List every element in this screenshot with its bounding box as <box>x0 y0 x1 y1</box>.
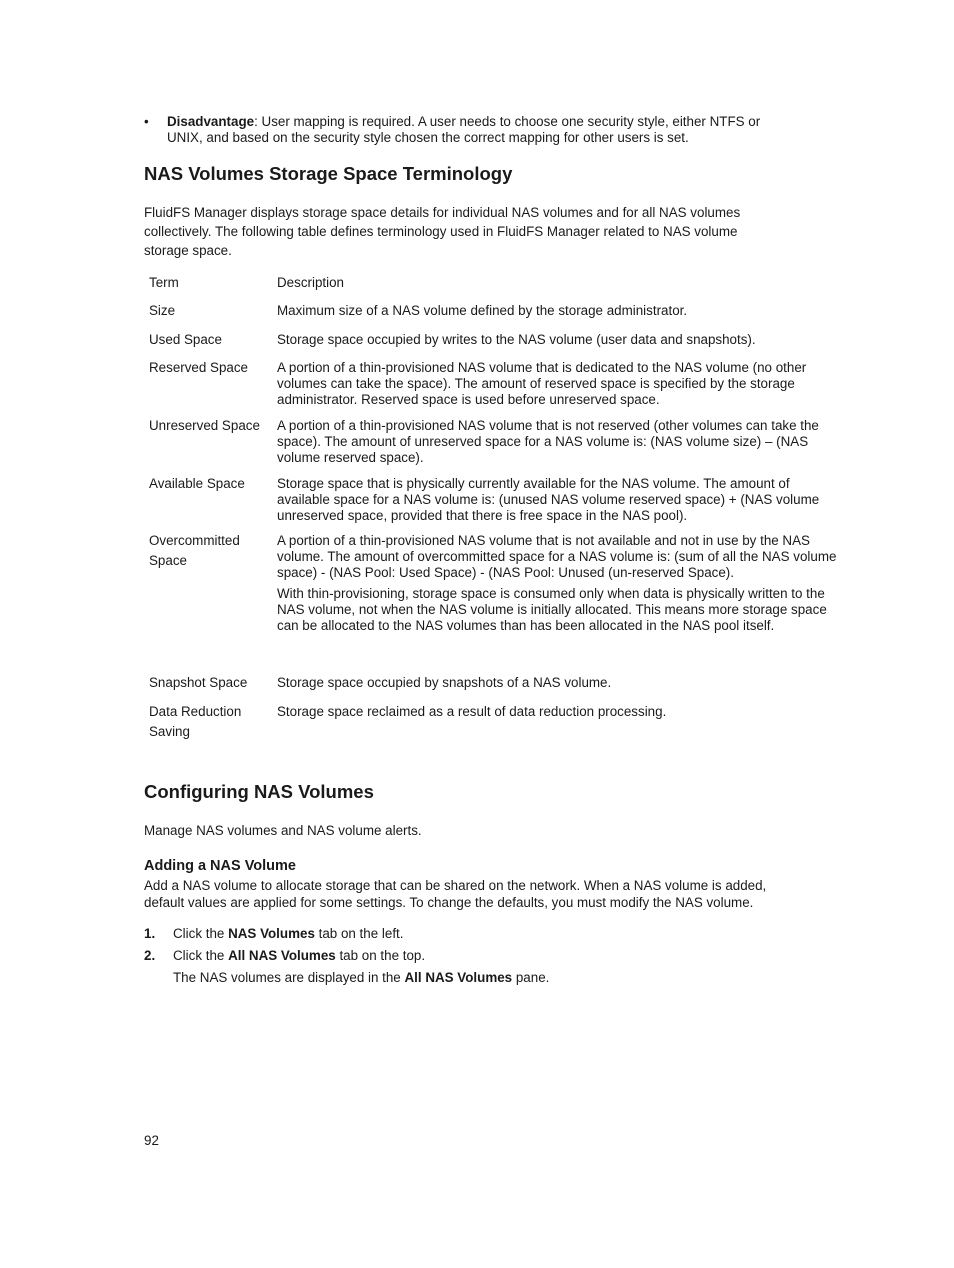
table-row <box>144 301 838 330</box>
steps-list <box>144 926 834 964</box>
section-title-terminology: NAS Volumes Storage Space Terminology <box>144 163 513 184</box>
terminology-table <box>144 273 838 746</box>
adding-intro <box>144 877 834 911</box>
term-cell: Data Reduction Saving <box>149 704 242 739</box>
term-cell: Overcommitted Space <box>149 533 240 568</box>
description-cell <box>277 301 838 330</box>
description-text: Storage space occupied by snapshots of a NAS volume. <box>277 675 612 690</box>
step-item <box>144 926 834 942</box>
configuring-intro: Manage NAS volumes and NAS volume alerts. <box>144 823 422 838</box>
intro-line: default values are applied for some settings. To change the defaults, you must modify the NAS volume. <box>144 895 754 910</box>
description-cell <box>277 474 838 531</box>
section-title-configuring: Configuring NAS Volumes <box>144 781 374 802</box>
description-text: Storage space reclaimed as a result of data reduction processing. <box>277 704 667 719</box>
bullet-dot: • <box>144 114 149 129</box>
intro-line: FluidFS Manager displays storage space details for individual NAS volumes and for all NAS volumes <box>144 205 741 220</box>
intro-line: Add a NAS volume to allocate storage that can be shared on the network. When a NAS volume is added, <box>144 878 767 893</box>
description-text: Storage space that is physically currently available for the NAS volume. The amount of available space for a NAS volume is: (unused NAS volume reserved space) + (NAS volume unreserved space, provided that there is free space in the NAS pool). <box>277 476 820 523</box>
description-text: With thin-provisioning, storage space is consumed only when data is physically written to the NAS volume, not when the NAS volume is initially allocated. This means more storage space can be allocated to the NAS volumes than has been allocated in the NAS pool itself. <box>277 586 827 633</box>
step-text-pre: Click the <box>173 948 229 963</box>
description-cell <box>277 531 838 673</box>
description-cell <box>277 330 838 358</box>
table-row <box>144 330 838 358</box>
result-text-pre: The NAS volumes are displayed in the <box>173 970 405 985</box>
step-text-bold: NAS Volumes <box>228 926 315 941</box>
term-cell: Reserved Space <box>149 360 248 375</box>
result-text-bold: All NAS Volumes <box>404 970 513 985</box>
table-row <box>144 416 838 474</box>
step-text-post: tab on the top. <box>335 948 426 963</box>
table-row <box>144 358 838 416</box>
result-text-post: pane. <box>512 970 550 985</box>
step-text-pre: Click the <box>173 926 229 941</box>
term-cell: Snapshot Space <box>149 675 248 690</box>
term-cell: Unreserved Space <box>149 418 260 433</box>
bullet-text-line1: : User mapping is required. A user needs to choose one security style, either NTFS or <box>254 114 761 129</box>
step-text-post: tab on the left. <box>314 926 404 941</box>
table-header-row <box>144 273 838 301</box>
step-number: 1. <box>144 926 156 941</box>
step-text-bold: All NAS Volumes <box>228 948 336 963</box>
step-item <box>144 948 834 964</box>
bullet-text-line2: UNIX, and based on the security style chosen the correct mapping for other users is set. <box>167 130 689 145</box>
description-text: A portion of a thin-provisioned NAS volume that is not available and not in use by the NAS volume. The amount of overcommitted space for a NAS volume is: (sum of all the NAS volume space) - (NAS Pool: Used Space) - (NAS Pool: Unused (un-reserved Space). <box>277 533 837 580</box>
bullet-label: Disadvantage <box>167 114 255 129</box>
header-term: Term <box>149 275 179 290</box>
intro-line: collectively. The following table defines terminology used in FluidFS Manager related to NAS volume <box>144 224 738 239</box>
table-row <box>144 702 838 746</box>
term-cell: Size <box>149 303 176 318</box>
description-text: Storage space occupied by writes to the NAS volume (user data and snapshots). <box>277 332 756 347</box>
description-cell <box>277 416 838 474</box>
disadvantage-bullet <box>144 114 834 146</box>
table-row <box>144 474 838 531</box>
terminology-intro <box>144 203 834 260</box>
description-cell <box>277 673 838 702</box>
description-cell <box>277 702 838 746</box>
intro-line: storage space. <box>144 243 232 258</box>
header-description: Description <box>277 275 344 290</box>
term-cell: Available Space <box>149 476 245 491</box>
description-text: A portion of a thin-provisioned NAS volume that is not reserved (other volumes can take the space). The amount of unreserved space for a NAS volume is: (NAS volume size) – (NAS volume reserved space). <box>277 418 819 465</box>
description-text: Maximum size of a NAS volume defined by the storage administrator. <box>277 303 688 318</box>
table-row <box>144 673 838 702</box>
description-cell <box>277 358 838 416</box>
step-result <box>173 970 833 986</box>
subsection-title-adding: Adding a NAS Volume <box>144 858 296 874</box>
step-number: 2. <box>144 948 156 963</box>
term-cell: Used Space <box>149 332 222 347</box>
page-number: 92 <box>144 1133 159 1148</box>
description-text: A portion of a thin-provisioned NAS volume that is dedicated to the NAS volume (no other volumes can take the space). The amount of reserved space is specified by the storage administrator. Reserved space is used before unreserved space. <box>277 360 807 407</box>
bullet-text <box>167 114 834 146</box>
table-row <box>144 531 838 673</box>
